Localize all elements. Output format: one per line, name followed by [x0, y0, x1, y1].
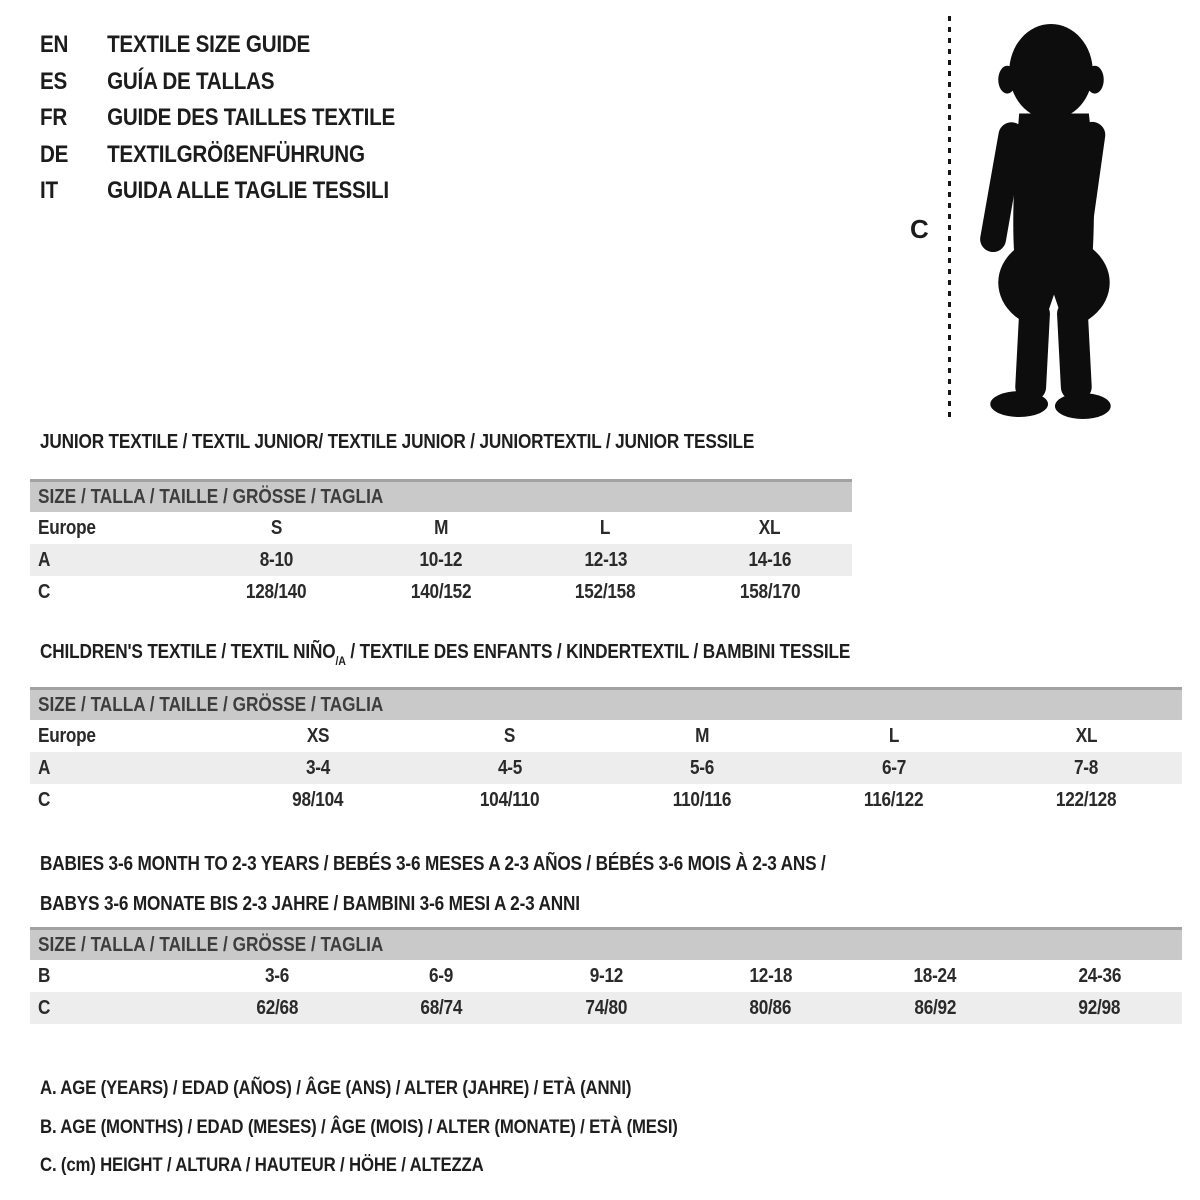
row-label: C	[30, 992, 195, 1024]
language-guide-title: TEXTILE SIZE GUIDE	[107, 31, 311, 58]
table-cell: S	[270, 516, 283, 539]
measure-legend	[40, 1069, 1200, 1185]
table-cell: XL	[759, 516, 781, 539]
children-title-sub: /A	[335, 654, 346, 668]
row-label: C	[38, 788, 51, 811]
size-header: SIZE / TALLA / TAILLE / GRÖSSE / TAGLIA	[30, 481, 852, 513]
row-label: A	[30, 544, 194, 576]
table-cell: 12-18	[749, 964, 792, 987]
table-cell: 86/92	[853, 992, 1018, 1024]
children-title-suffix: / TEXTILE DES ENFANTS / KINDERTEXTIL / BAMBINI TESSILE	[345, 641, 851, 663]
table-cell: 14-16	[688, 544, 852, 576]
table-row-height	[30, 992, 1182, 1024]
language-code: ES	[40, 67, 68, 95]
babies-title-line1: BABIES 3-6 MONTH TO 2-3 YEARS / BEBÉS 3-6 MESES A 2-3 AÑOS / BÉBÉS 3-6 MOIS À 2-3 ANS /	[40, 853, 826, 875]
language-code: IT	[40, 177, 58, 205]
table-cell: 62/68	[195, 992, 360, 1024]
table-row-europe	[30, 720, 1182, 752]
table-cell: 8-10	[194, 544, 358, 576]
babies-size-table	[30, 927, 1182, 1024]
table-row-europe	[30, 512, 852, 544]
table-cell: 140/152	[410, 580, 472, 603]
table-cell: 158/170	[739, 580, 800, 603]
baby-silhouette	[958, 14, 1144, 422]
table-cell: M	[433, 516, 449, 539]
legend-height-cm: C. (cm) HEIGHT / ALTURA / HAUTEUR / HÖHE / ALTEZZA	[40, 1154, 484, 1176]
table-row-age	[30, 544, 852, 576]
table-row-age	[30, 752, 1182, 784]
table-cell: 24-36	[1078, 964, 1122, 987]
row-label: B	[38, 964, 51, 987]
language-row-en	[40, 27, 395, 64]
language-row-es	[40, 64, 395, 101]
table-cell: 116/122	[864, 788, 924, 811]
children-size-table	[30, 687, 1182, 816]
table-cell: 12-13	[523, 544, 687, 576]
language-row-it	[40, 173, 395, 210]
table-cell: L	[600, 516, 611, 539]
table-cell: 3-4	[222, 752, 414, 784]
row-label: Europe	[38, 516, 96, 539]
table-cell: 74/80	[524, 992, 689, 1024]
language-row-fr	[40, 100, 395, 137]
table-cell: 80/86	[688, 992, 853, 1024]
size-header-row	[30, 929, 1182, 961]
table-cell: 10-12	[359, 544, 523, 576]
table-cell: 110/116	[672, 788, 732, 811]
table-cell: 98/104	[292, 788, 344, 811]
table-row-months	[30, 960, 1182, 992]
language-title-list	[40, 27, 453, 210]
language-code: EN	[40, 31, 69, 58]
row-label: Europe	[38, 724, 96, 747]
language-guide-title: GUÍA DE TALLAS	[107, 67, 275, 95]
table-cell: 92/98	[1017, 992, 1182, 1024]
table-cell: 4-5	[414, 752, 606, 784]
language-guide-title: TEXTILGRÖßENFÜHRUNG	[107, 140, 365, 168]
language-row-de	[40, 137, 395, 174]
table-cell: 7-8	[990, 752, 1182, 784]
children-section-title	[40, 641, 850, 666]
row-label: A	[30, 752, 222, 784]
legend-age-years: A. AGE (YEARS) / EDAD (AÑOS) / ÂGE (ANS) / ALTER (JAHRE) / ETÀ (ANNI)	[40, 1077, 632, 1099]
table-cell: 6-9	[429, 964, 454, 987]
height-dashed-line	[948, 16, 951, 418]
junior-section-title: JUNIOR TEXTILE / TEXTIL JUNIOR/ TEXTILE JUNIOR / JUNIORTEXTIL / JUNIOR TESSILE	[40, 431, 755, 453]
size-header: SIZE / TALLA / TAILLE / GRÖSSE / TAGLIA	[30, 929, 1182, 961]
table-cell: 3-6	[264, 964, 289, 987]
height-measure-label: C	[910, 214, 929, 244]
table-cell: 9-12	[589, 964, 623, 987]
table-cell: 104/110	[480, 788, 540, 811]
babies-title-line2: BABYS 3-6 MONATE BIS 2-3 JAHRE / BAMBINI 3-6 MESI A 2-3 ANNI	[40, 893, 580, 915]
language-guide-title: GUIDA ALLE TAGLIE TESSILI	[107, 177, 389, 205]
table-cell: 5-6	[606, 752, 798, 784]
table-cell: 152/158	[575, 580, 636, 603]
babies-section-title	[40, 844, 954, 924]
size-header: SIZE / TALLA / TAILLE / GRÖSSE / TAGLIA	[30, 689, 1182, 721]
junior-size-table	[30, 479, 852, 608]
language-guide-title: GUIDE DES TAILLES TEXTILE	[107, 104, 395, 132]
size-header-row	[30, 689, 1182, 721]
table-cell: L	[888, 724, 900, 747]
legend-age-months: B. AGE (MONTHS) / EDAD (MESES) / ÂGE (MOIS) / ALTER (MONATE) / ETÀ (MESI)	[40, 1115, 678, 1138]
row-label: C	[38, 580, 51, 603]
language-code: FR	[40, 104, 68, 132]
table-cell: XS	[306, 724, 330, 747]
table-cell: M	[694, 724, 710, 747]
table-cell: 6-7	[798, 752, 990, 784]
table-cell: 122/128	[1055, 788, 1117, 811]
children-title-prefix: CHILDREN'S TEXTILE / TEXTIL NIÑO	[40, 641, 336, 663]
table-cell: 68/74	[359, 992, 524, 1024]
table-cell: XL	[1075, 724, 1097, 747]
table-cell: 128/140	[246, 580, 307, 603]
table-cell: 18-24	[913, 964, 957, 987]
table-row-height	[30, 784, 1182, 816]
table-row-height	[30, 576, 852, 608]
language-code: DE	[40, 140, 69, 168]
table-cell: S	[504, 724, 516, 747]
size-header-row	[30, 481, 852, 513]
